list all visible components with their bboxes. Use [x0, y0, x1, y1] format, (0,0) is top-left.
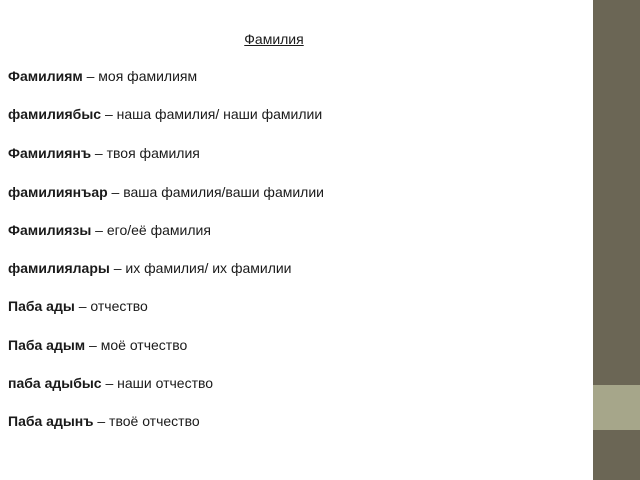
entry-term: Паба адынъ: [8, 413, 94, 429]
entry-familiyam: [8, 68, 197, 84]
entry-translation: – отчество: [74, 298, 148, 314]
entry-term: Фамилиям: [8, 68, 83, 84]
entry-translation: – ваша фамилия/ваши фамилии: [107, 184, 324, 200]
entry-translation: – твоя фамилия: [91, 145, 200, 161]
entry-translation: – твоё отчество: [93, 413, 200, 429]
entry-translation: – моя фамилиям: [82, 68, 198, 84]
entry-paba-adybys: [8, 375, 213, 391]
decorative-sidebar-accent: [593, 385, 640, 430]
entry-familiyangar: [8, 184, 324, 200]
entry-term: Паба адым: [8, 337, 86, 353]
entry-term: фамилиябыс: [8, 106, 102, 122]
entry-familiyang: [8, 145, 200, 161]
entry-term: фамилиялары: [8, 260, 110, 276]
decorative-sidebar-bottom: [593, 430, 640, 480]
entry-term: фамилиянъар: [8, 184, 108, 200]
entry-term: Фамилиянъ: [8, 145, 92, 161]
entry-translation: – наша фамилия/ наши фамилии: [101, 106, 323, 122]
entry-familiyazy: [8, 222, 211, 238]
entry-term: Фамилиязы: [8, 222, 92, 238]
entry-term: паба адыбыс: [8, 375, 102, 391]
entry-paba-adyng: [8, 413, 200, 429]
entry-paba-adym: [8, 337, 187, 353]
entry-paba-ady: [8, 298, 148, 314]
entry-translation: – их фамилия/ их фамилии: [109, 260, 292, 276]
entry-familiyabys: [8, 106, 322, 122]
entry-translation: – его/её фамилия: [91, 222, 211, 238]
entry-familiyalary: [8, 260, 292, 276]
entry-translation: – моё отчество: [85, 337, 188, 353]
slide-title: Фамилия: [244, 31, 304, 47]
entry-term: Паба ады: [8, 298, 75, 314]
entry-translation: – наши отчество: [101, 375, 214, 391]
